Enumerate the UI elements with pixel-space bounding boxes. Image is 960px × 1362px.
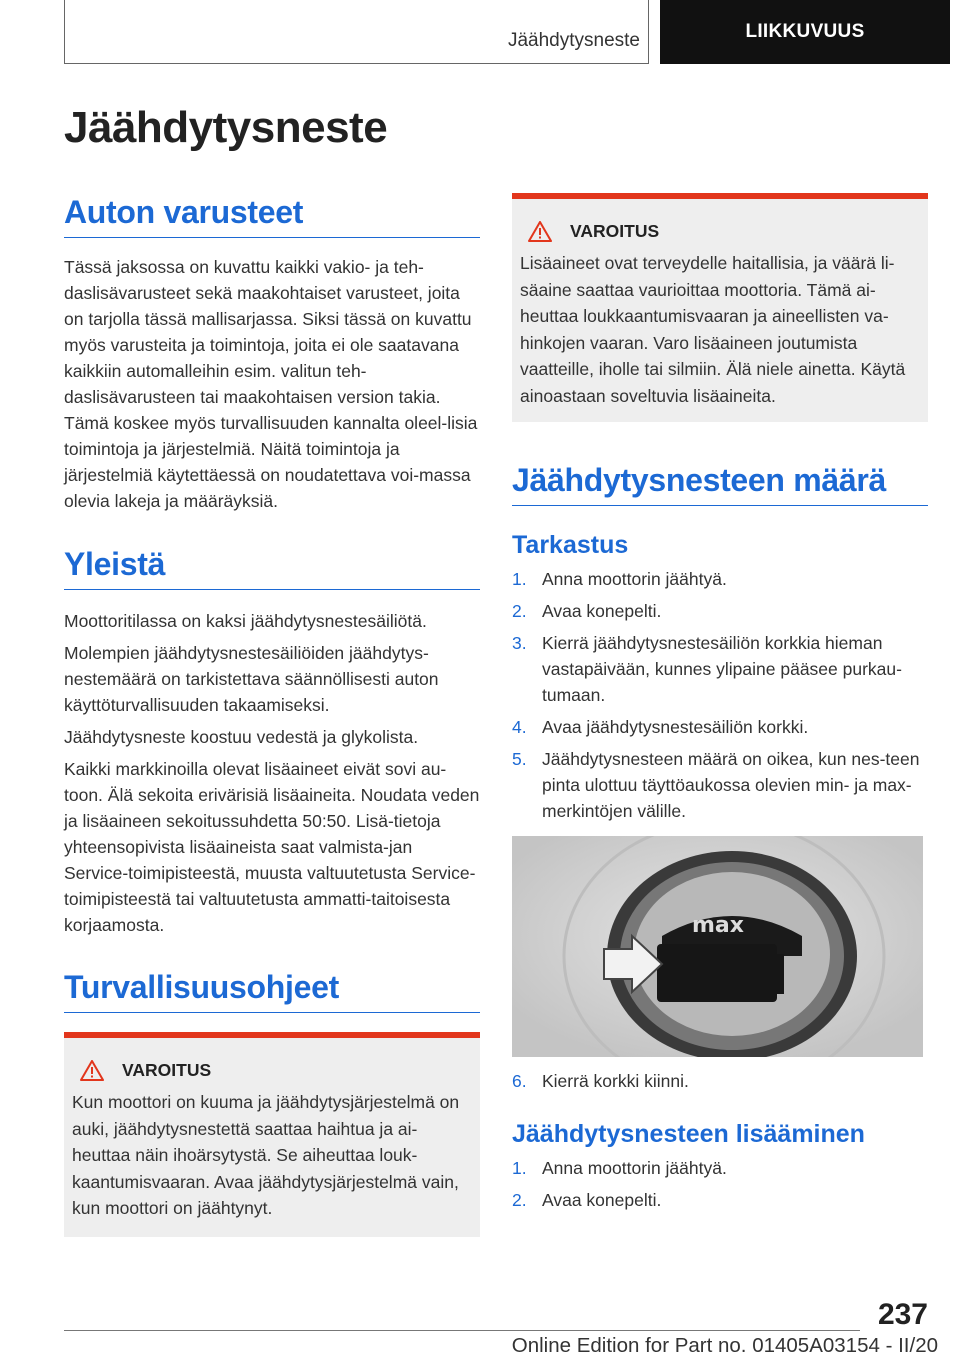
header-section-title: Jäähdytysneste bbox=[507, 30, 640, 51]
footer-edition-text: Online Edition for Part no. 01405A03154 - II/20 bbox=[511, 1334, 938, 1357]
general-para-2: Molempien jäähdytysnestesäiliöiden jäähdytys-nestemäärä on tarkistettava säännöllisesti auton käyttöturvallisuuden takaamiseksi. bbox=[64, 643, 439, 715]
warning-triangle-icon bbox=[528, 221, 552, 242]
list-item: 4. Avaa jäähdytysnestesäiliön korkki. bbox=[512, 717, 809, 737]
general-heading: Yleistä bbox=[64, 546, 480, 590]
list-item: 5. Jäähdytysnesteen määrä on oikea, kun nes-teen pinta ulottuu täyttöaukossa olevien min- ja max-merkintöjen välille. bbox=[512, 749, 920, 821]
amount-heading: Jäähdytysnesteen määrä bbox=[512, 462, 928, 506]
general-para-1: Moottoritilassa on kaksi jäähdytysnestesäiliötä. bbox=[64, 611, 427, 631]
check-heading: Tarkastus bbox=[512, 531, 629, 559]
list-item: 1. Anna moottorin jäähtyä. bbox=[512, 569, 727, 589]
warning-text-right: Lisäaineet ovat terveydelle haitallisia, ja väärä li-säaine saattaa vaurioittaa moottoria. Tämä ai-heuttaa loukkaantumisvaaran ja aineellisten va-hinkojen vaaran. Varo lisäaineen joutumista vaatteille, iholle tai silmiin. Älä niele ainetta. Käytä ainoastaan soveltuvia lisäaineita. bbox=[520, 253, 906, 406]
list-item: 2. Avaa konepelti. bbox=[512, 601, 662, 621]
general-para-3: Jäähdytysneste koostuu vedestä ja glykolista. bbox=[64, 727, 419, 747]
warning-title-right: VAROITUS bbox=[570, 221, 660, 241]
add-steps bbox=[512, 1155, 928, 1219]
coolant-cap-illustration bbox=[512, 836, 923, 1057]
max-label: max bbox=[692, 913, 744, 938]
warning-box-right bbox=[512, 193, 928, 422]
warning-title-left: VAROITUS bbox=[122, 1060, 212, 1080]
header-chapter-tab: LIIKKUVUUS bbox=[660, 0, 950, 64]
warning-box-left bbox=[64, 1032, 480, 1237]
page-title: Jäähdytysneste bbox=[64, 103, 388, 152]
list-item: 3. Kierrä jäähdytysnestesäiliön korkkia hieman vastapäivään, kunnes ylipaine pääsee purkau-tumaan. bbox=[512, 633, 902, 705]
list-item: 6. Kierrä korkki kiinni. bbox=[512, 1071, 689, 1091]
page-number: 237 bbox=[877, 1298, 928, 1331]
coolant-reservoir-photo bbox=[512, 836, 923, 1057]
check-steps bbox=[512, 566, 928, 830]
equipment-heading: Auton varusteet bbox=[64, 194, 480, 238]
equipment-text: Tässä jaksossa on kuvattu kaikki vakio- ja teh-daslisävarusteet sekä maakohtaiset varusteet, joita on tarjolla tässä mallisarjassa. Siksi tässä on kuvattu myös varusteita ja toimintoja, joita ei ole saatavana kaikkiin automalleihin esim. valitun teh-daslisävarusteen tai maakohtaisen version takia. Tämä koskee myös turvallisuuden kannalta oleel-lisia toimintoja ja järjestelmiä. Näitä toimintoja ja järjestelmiä käytettäessä on noudatettava voi-massa olevia lakeja ja määräyksiä. bbox=[64, 257, 478, 511]
list-item: 1. Anna moottorin jäähtyä. bbox=[512, 1158, 727, 1178]
list-item: 2. Avaa konepelti. bbox=[512, 1190, 662, 1210]
general-para-4: Kaikki markkinoilla olevat lisäaineet eivät sovi au-toon. Älä sekoita erivärisiä lisäaineita. Noudata veden ja lisäaineen sekoitussuhdetta 50:50. Lisä-tietoja yhteensopivista lisäaineista saat valmista-jan Service-toimipisteestä, muusta valtuutetusta Service-toimipisteestä tai valtuutetusta ammatti-taitoisesta korjaamosta. bbox=[64, 759, 480, 935]
add-heading: Jäähdytysnesteen lisääminen bbox=[512, 1120, 865, 1148]
warning-triangle-icon bbox=[80, 1060, 104, 1081]
footer-divider bbox=[64, 1330, 860, 1331]
warning-text-left: Kun moottori on kuuma ja jäähdytysjärjestelmä on auki, jäähdytysnestettä saattaa haihtua ja ai-heuttaa näin ihoärsytystä. Se aiheuttaa louk-kaantumisvaaran. Avaa jäähdytysjärjestelmä vain, kun moottori on jäähtynyt. bbox=[72, 1092, 460, 1218]
after-photo-steps bbox=[512, 1068, 928, 1100]
safety-heading: Turvallisuusohjeet bbox=[64, 969, 480, 1013]
